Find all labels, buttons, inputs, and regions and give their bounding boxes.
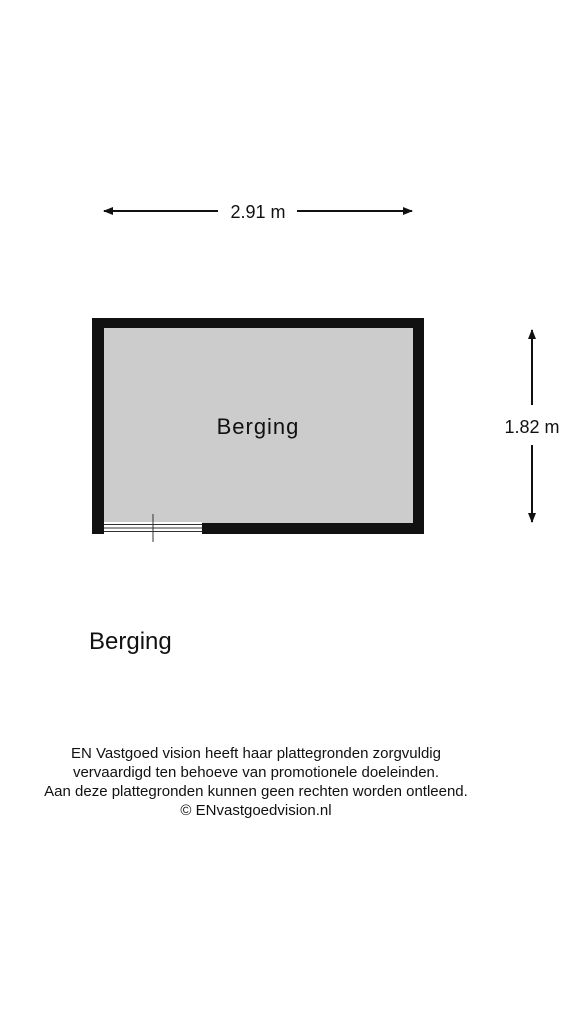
depth-dimension [504,330,559,522]
disclaimer [0,744,512,820]
depth-dimension-label: 1.82 m [504,417,560,437]
room-label: Berging [216,414,300,439]
disclaimer-line: vervaardigd ten behoeve van promotionele doeleinden. [72,764,440,781]
width-dimension [104,202,412,222]
copyright-line: © ENvastgoedvision.nl [180,802,332,819]
room-berging [92,318,424,542]
disclaimer-line: Aan deze plattegronden kunnen geen rechten worden ontleend. [44,783,468,800]
floor-title: Berging [89,628,172,655]
disclaimer-line: EN Vastgoed vision heeft haar plattegronden zorgvuldig [71,745,441,762]
width-dimension-label: 2.91 m [230,202,286,222]
